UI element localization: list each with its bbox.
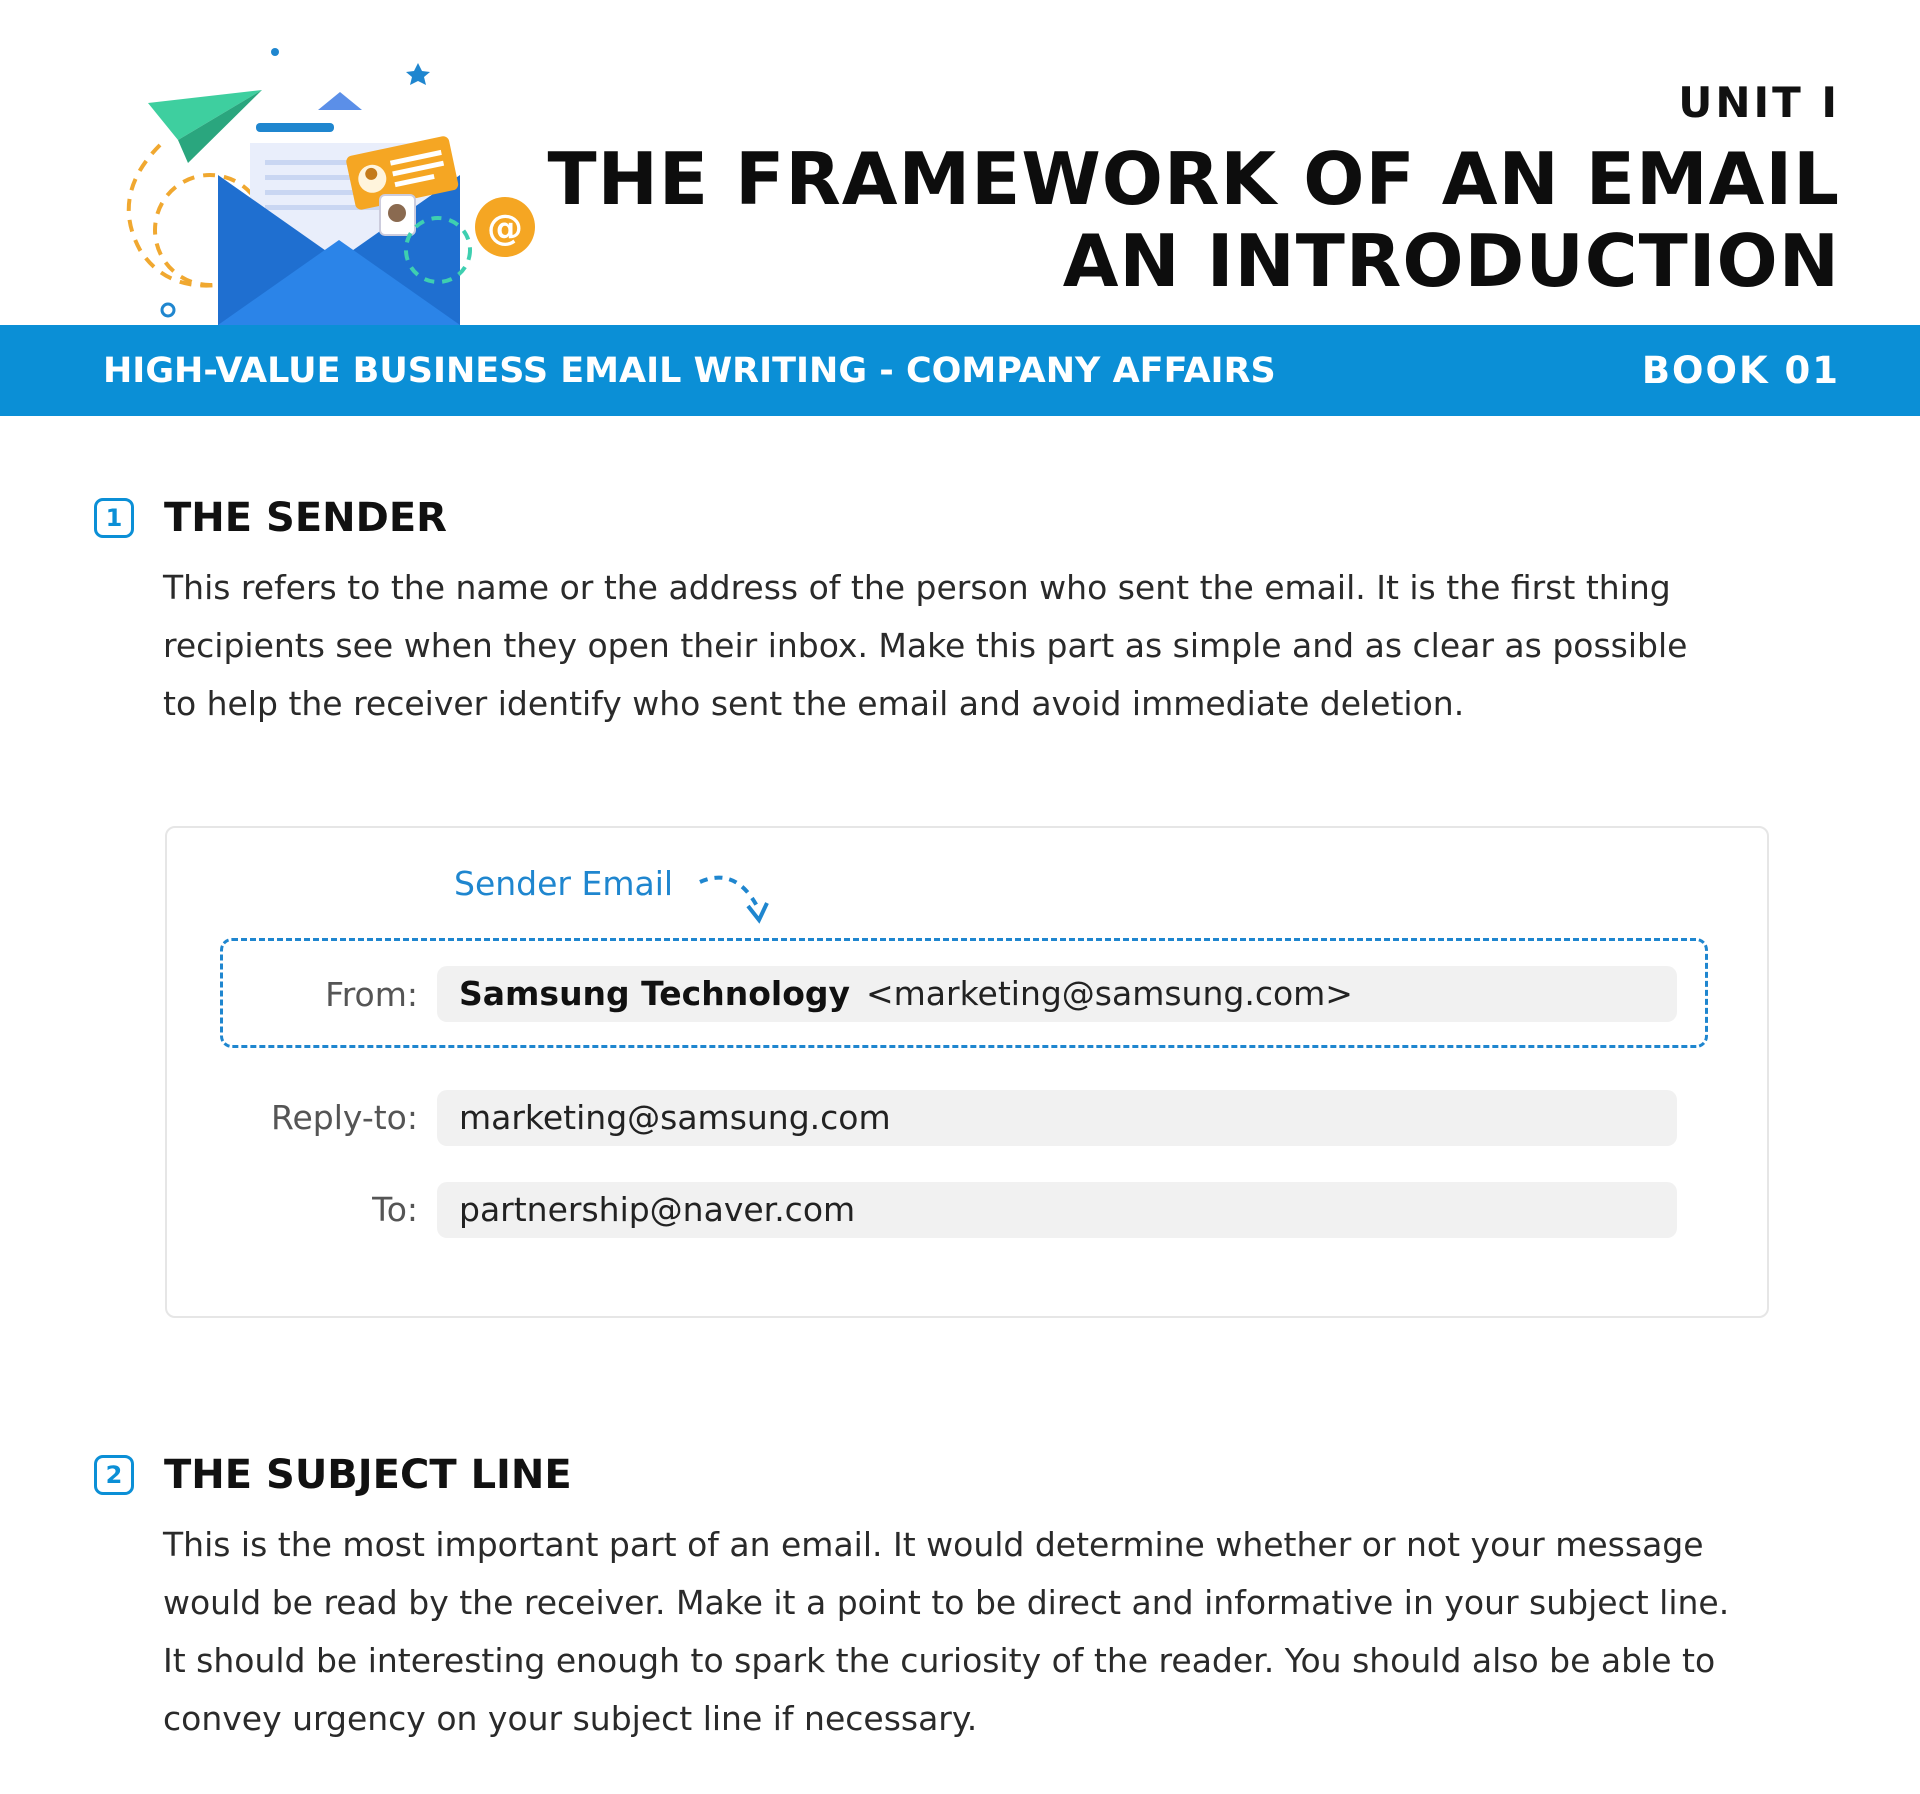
body-line: This is the most important part of an email. It would determine whether or not your message [163,1525,1704,1564]
section-heading: THE SUBJECT LINE [164,1452,572,1498]
email-example-card [165,826,1769,1318]
from-field [437,966,1677,1022]
page-title [548,138,1840,302]
from-address: <marketing@samsung.com> [866,974,1353,1013]
unit-label: UNIT I [1678,78,1840,127]
svg-text:@: @ [487,208,523,249]
to-label: To: [372,1190,418,1229]
series-title: HIGH-VALUE BUSINESS EMAIL WRITING - COMPANY AFFAIRS [103,351,1276,391]
section-body [163,1516,1843,1748]
from-name: Samsung Technology [459,974,851,1013]
email-envelope-illustration [100,35,560,335]
page-title-line-2: AN INTRODUCTION [1062,219,1840,303]
body-line: recipients see when they open their inbox. Make this part as simple and as clear as possible [163,626,1688,665]
body-line: to help the receiver identify who sent the email and avoid immediate deletion. [163,684,1465,723]
at-sign-icon [475,197,535,257]
series-banner [0,325,1920,416]
book-label: BOOK 01 [1641,349,1840,392]
section-number-badge: 1 [94,498,134,538]
body-line: This refers to the name or the address of the person who sent the email. It is the first thing [163,568,1671,607]
reply-to-label: Reply-to: [271,1098,418,1137]
body-line: convey urgency on your subject line if necessary. [163,1699,978,1738]
body-line: It should be interesting enough to spark the curiosity of the reader. You should also be able to [163,1641,1716,1680]
reply-to-value: marketing@samsung.com [459,1098,891,1137]
page-title-line-1: THE FRAMEWORK OF AN EMAIL [547,137,1840,221]
section-heading: THE SENDER [164,495,447,541]
paper-plane-icon [148,90,262,163]
to-field [437,1182,1677,1238]
section-body [163,559,1843,733]
body-line: would be read by the receiver. Make it a point to be direct and informative in your subject line. [163,1583,1730,1622]
to-value: partnership@naver.com [459,1190,856,1229]
section-number-badge: 2 [94,1455,134,1495]
reply-to-field [437,1090,1677,1146]
curved-arrow-icon [696,870,776,930]
from-label: From: [325,975,418,1014]
sender-email-callout: Sender Email [454,864,674,903]
